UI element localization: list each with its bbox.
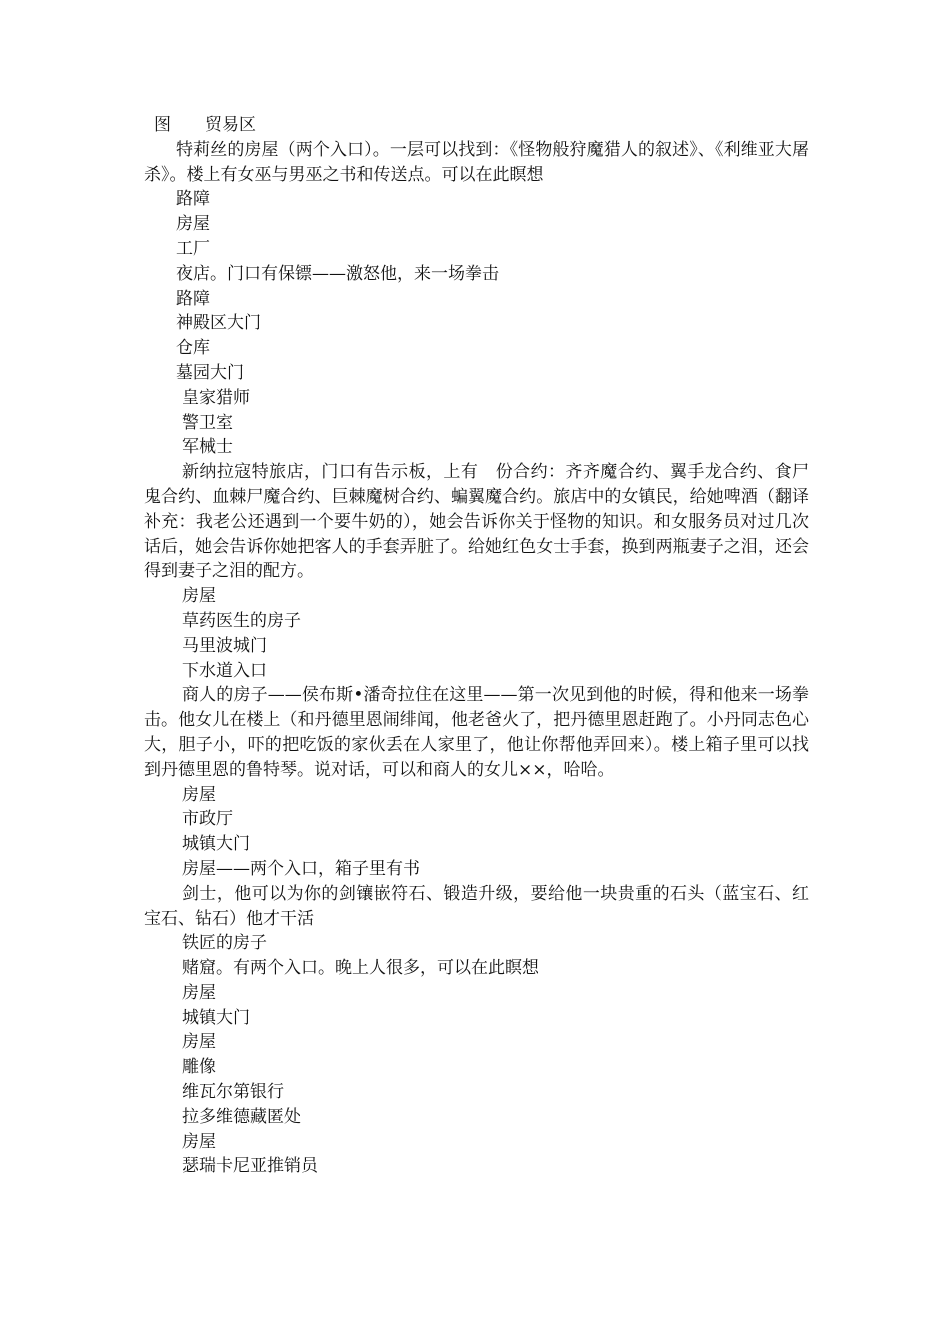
list-item: 军械士 — [182, 437, 233, 458]
list-item: 铁匠的房子 — [182, 933, 267, 954]
list-item: 皇家猎师 — [182, 387, 250, 408]
list-item: 警卫室 — [182, 412, 233, 433]
list-item: 房屋 — [182, 982, 216, 1003]
list-item: 城镇大门 — [182, 834, 250, 855]
list-item: 城镇大门 — [182, 1007, 250, 1028]
paragraph-swordsmith: 剑士，他可以为你的剑镶嵌符石、锻造升级，要给他一块贵重的石头（蓝宝石、红宝石、钻石）他才干活 — [144, 883, 809, 929]
section-title: 图 贸易区 — [154, 115, 256, 135]
paragraph-merchant-house: 商人的房子——侯布斯•潘奇拉住在这里——第一次见到他的时候，得和他来一场拳击。他女儿在楼上（和丹德里恩闹绯闻，他老爸火了，把丹德里恩赶跑了。小丹同志色心大，胆子小，吓的把吃饭的家伙丢在人家里了，他让你帮他弄回来）。楼上箱子里可以找到丹德里恩的鲁特琴。说对话，可以和商人的女儿××，哈哈。 — [144, 685, 809, 780]
list-item: 草药医生的房子 — [182, 610, 301, 631]
document-page — [144, 113, 809, 1179]
list-item: 房屋 — [182, 586, 216, 607]
list-item: 下水道入口 — [182, 660, 267, 681]
list-item: 拉多维德藏匿处 — [182, 1106, 301, 1127]
list-item: 房屋——两个入口，箱子里有书 — [182, 858, 420, 879]
list-item: 路障 — [176, 189, 210, 210]
list-item: 维瓦尔第银行 — [182, 1082, 284, 1103]
list-item: 房屋 — [182, 1032, 216, 1053]
list-item: 房屋 — [182, 784, 216, 805]
list-item: 雕像 — [182, 1057, 216, 1078]
paragraph-inn: 新纳拉寇特旅店，门口有告示板，上有 份合约：齐齐魔合约、翼手龙合约、食尸鬼合约、血棘尸魔合约、巨棘魔树合约、蝙翼魔合约。旅店中的女镇民，给她啤酒（翻译补充：我老公还遇到一个要牛奶的），她会告诉你关于怪物的知识。和女服务员对过几次话后，她会告诉你她把客人的手套弄脏了。给她红色女士手套，换到两瓶妻子之泪，还会得到妻子之泪的配方。 — [144, 462, 809, 582]
list-item: 马里波城门 — [182, 635, 267, 656]
list-item: 工厂 — [176, 238, 210, 259]
list-item: 墓园大门 — [176, 362, 244, 383]
list-item: 赌窟。有两个入口。晚上人很多，可以在此瞑想 — [182, 958, 539, 979]
list-item: 瑟瑞卡尼亚推销员 — [182, 1156, 318, 1177]
list-item: 路障 — [176, 288, 210, 309]
list-item: 房屋 — [176, 214, 210, 235]
list-item: 市政厅 — [182, 809, 233, 830]
list-item: 神殿区大门 — [176, 313, 261, 334]
paragraph-triss-house: 特莉丝的房屋（两个入口）。一层可以找到：《怪物般狩魔猎人的叙述》、《利维亚大屠杀》。楼上有女巫与男巫之书和传送点。可以在此瞑想 — [144, 139, 809, 185]
list-item: 房屋 — [182, 1131, 216, 1152]
list-item: 夜店。门口有保镖——激怒他，来一场拳击 — [176, 263, 499, 284]
list-item: 仓库 — [176, 338, 210, 359]
